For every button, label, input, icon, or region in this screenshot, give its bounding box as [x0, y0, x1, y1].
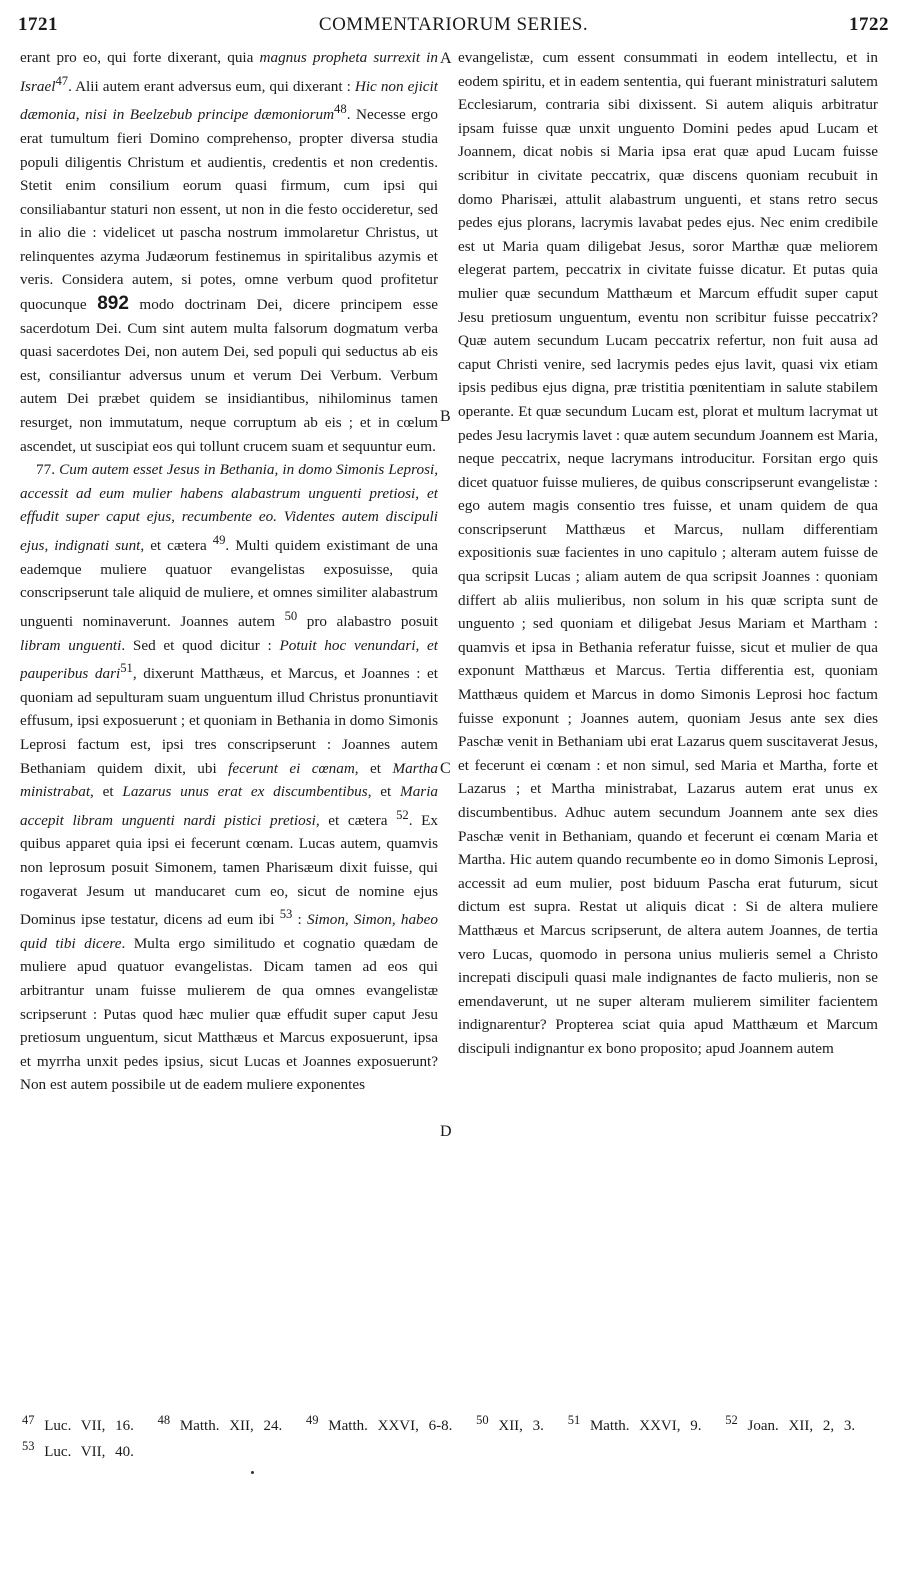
footnote: $^{49}$ Matth. XXVI, 6-8. [306, 1413, 453, 1434]
footnote: $^{52}$ Joan. XII, 2, 3. [725, 1413, 856, 1434]
paragraph: evangelistæ, cum essent consummati in eodem intellectu, et in eodem spiritu, et in eadem sententia, qui fuerant ministraturi salutem Ecclesiarum, contraria sibi dixissent. Si autem aliquis arbitratur ipsam fuisse quæ unxit unguento Domini pedes apud Lucam et Joannem, dicat nobis si Maria ipsa erat quæ apud Lucam fuisse scribitur in civitate peccatrix, quæ discens quoniam recubuit in domo Pharisæi, attulit alabastrum unguenti, et stans retro secus pedes ejus plorans, lacrymis lavabat pedes ejus. Nec enim credibile est ut Maria quam diligebat Jesus, soror Marthæ quæ meliorem elegerat partem, peccatrix in civitate fuisse dicatur. Et putas quia mulier quæ secundum Matthæum et Marcum effudit super caput Jesu pretiosum unguentum, eventu non scribitur fuisse peccatrix? Quæ autem secundum Lucam peccatrix refertur, non fuit ausa ad caput Christi venire, sed lacrymis pedes ejus lavit, quasi vix etiam ipsis pedibus ejus digna, præ tristitia pœnitentiam in salute stabilem operante. Et quæ secundum Lucam est, plorat et multum lacrymat ut pedes Jesu lacrymis lavet : quæ autem secundum Joannem est Maria, neque peccatrix, neque lacrymans introducitur. Forsitan ergo quis dicet quatuor fuisse mulieres, de quibus conscripserunt evangelistæ : ego autem magis consentio tres fuisse, et unam quidem de qua conscripserunt Matthæus et Marcus, nullam differentiam expositionis suæ facientes in uno capitulo ; alteram autem fuisse de qua scripsit Lucas ; aliam autem de qua scripsit Joannes : quoniam differt ab aliis mulieribus, non solum in his quæ scripta sunt de unguento ; sed quoniam et diligebat Jesus Mariam et Martham : quamvis et ipsa in Bethania referatur fuisse, sicut et mulier de qua exponunt Matthæus et Marcus. Tertia differentia est, quoniam Matthæus quidem et Marcus in domo Simonis Leprosi hoc factum fuisse exponunt ; Joannes autem, quoniam Jesus ante sex dies Paschæ venit in Bethaniam ubi erat Lazarus quem suscitaverat Jesus, et fecerunt ei cœnam : et non simul, sed Maria et Martha, forte et Lazarus ; et Martha ministrabat, Lazarus autem erat unus ex discumbentibus. Adhuc autem secundum Joannem ante sex dies Paschæ venit in Bethaniam, quando et fecerunt ei cœnam Maria et Martha. Hic autem quando recumbente eo in domo Simonis Leprosi, accessit ad eum mulier, post biduum Pascha erat futurum, sicut dictum est supra. Restat ut aliquis dicat : Si de altera muliere Matthæus et Marcus scripserunt, de altera autem Joannes, de tertia vero Lucas, quomodo in persona unius mulieris semel a Christo increpati discipuli quasi male indignantes de facto mulieris, non se emendaverunt, ut ne super alteram mulierem similiter facientem indignarentur? Propterea sciat quia apud Matthæum et Marcum discipuli indignantur ex bono proposito; apud Joannem autem [458, 49, 878, 1057]
paragraph: 77. Cum autem esset Jesus in Bethania, in domo Simonis Leprosi, accessit ad eum mulier habens alabastrum unguenti pretiosi, et effudit super caput ejus, recumbente eo. Videntes autem discipuli ejus, indignati sunt, et cætera $^{49}$. Multi quidem existimant de una eademque muliere quatuor evangelistas exposuisse, quia conscripserunt tale aliquid de muliere, et omnes similiter alabastrum unguenti nominaverunt. Joannes autem $^{50}$ pro alabastro posuit libram unguenti. Sed et quod dicitur : Potuit hoc venundari, et pauperibus dari$^{51}$, dixerunt Matthæus, et Marcus, et Joannes : et quoniam ad sepulturam suam unguentum illud Christus pronuntiavit effusum, ipsi exposuerunt ; et quoniam in Bethania in domo Simonis Leprosi factum est, ipsi tres conscripserunt : Joannes autem Bethaniam quidem dixit, ubi fecerunt ei cœnam, et Martha ministrabat, et Lazarus unus erat ex discumbentibus, et Maria accepit libram unguenti nardi pistici pretiosi, et cætera $^{52}$. Ex quibus apparet quia ipsi ei fecerunt cœnam. Lucas autem, quamvis non leprosum posuit Simonem, tamen Pharisæum dixit fuisse, qui rogaverat Jesum ut manducaret cum eo, sicut de nomine ejus Dominus ipse testatur, dicens ad eum ibi $^{53}$ : Simon, Simon, habeo quid tibi dicere. Multa ergo similitudo et cognatio quædam de muliere apud quatuor evangelistas. Dicam tamen ad eos qui arbitrantur unam fuisse mulierem de qua omnes evangelistæ scripserunt : Putas quod hæc mulier quæ effudit super caput Jesu pretiosum unguentum, sicut Matthæus et Marcus exposuerunt, ipsa et myrrha unxit pedes ipsius, sicut Lucas et Joannes exposuerunt? Non est autem possibile ut de eadem muliere exponentes [20, 461, 438, 1094]
footnote: $^{48}$ Matth. XII, 24. [157, 1413, 283, 1434]
margin-marker-d: D [440, 1123, 452, 1140]
running-title: COMMENTARIORUM SERIES. [318, 14, 589, 35]
column-number: 892 [97, 293, 129, 315]
footnote: $^{50}$ XII, 3. [476, 1413, 544, 1434]
footnote: $^{53}$ Luc. VII, 40. [22, 1439, 134, 1460]
page-number-right: 1722 [849, 14, 889, 35]
margin-marker-a: A [440, 50, 452, 67]
paragraph: erant pro eo, qui forte dixerant, quia magnus propheta surrexit in Israel$^{47}$. Alii autem erant adversus eum, qui dixerant : Hic non ejicit dæmonia, nisi in Beelzebub principe dæmoniorum$^{48}$. Necesse ergo erat tumultum fieri Domino comprehenso, propter diversa studia populi diligentis Christum et audientis, credentis et non credentis. Stetit enim consilium eorum quasi firmum, cum ipsi qui consiliabantur staturi non essent, ut non in die festo occideretur, sed in alio die : videlicet ut pascha nostrum immolaretur Christus, ut relinquentes azyma Judæorum festinemus in spiritalibus azymis et veris. Considera autem, si potes, omne verbum quod profitetur quocunque 892 modo doctrinam Dei, dicere principem esse sacerdotum Dei. Cum sint autem multa falsorum dogmatum verba quasi sacerdotes Dei, non autem Dei, sed populi qui seductus ab eis est, consiliantur adversus unum et verum Dei Verbum. Verbum autem Dei præbet quidem se insidiantibus, nihilominus tamen resurget, non immutatum, neque corruptum ab eis ; et in cœlum ascendet, ut suscipiat eos qui tollunt crucem suam et sequuntur eum. [20, 49, 438, 455]
footnote: $^{47}$ Luc. VII, 16. [22, 1413, 134, 1434]
page-number-left: 1721 [18, 14, 58, 35]
footnotes [22, 1410, 882, 1462]
margin-marker-c: C [440, 760, 451, 777]
page-header [18, 14, 889, 38]
footnote: $^{51}$ Matth. XXVI, 9. [567, 1413, 702, 1434]
left-column [20, 46, 438, 1406]
margin-marker-b: B [440, 408, 451, 425]
right-column [458, 46, 878, 1406]
stray-dot [251, 1471, 254, 1474]
